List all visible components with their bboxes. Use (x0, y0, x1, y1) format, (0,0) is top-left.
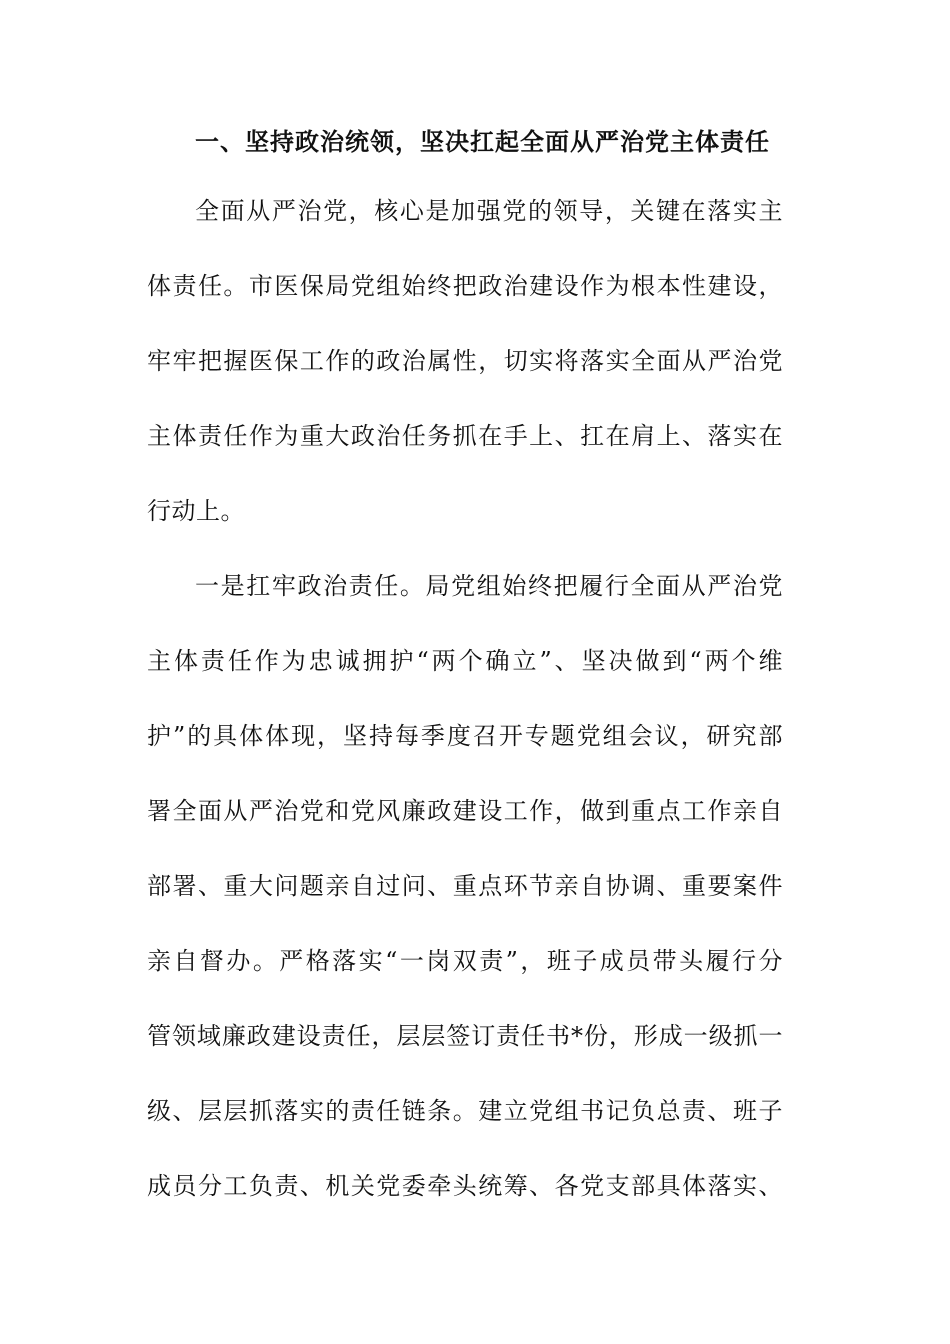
paragraph-2-line-8: 级、层层抓落实的责任链条。建立党组书记负总责、班子 (147, 1097, 783, 1125)
paragraph-2-line-3: 护”的具体体现，坚持每季度召开专题党组会议，研究部 (147, 722, 783, 750)
paragraph-2-line-1: 一是扛牢政治责任。局党组始终把履行全面从严治党 (195, 572, 783, 600)
section-heading: 一、坚持政治统领，坚决扛起全面从严治党主体责任 (195, 127, 770, 156)
paragraph-2-line-6: 亲自督办。严格落实“一岗双责”，班子成员带头履行分 (147, 947, 783, 975)
paragraph-1-line-1: 全面从严治党，核心是加强党的领导，关键在落实主 (195, 197, 783, 225)
paragraph-2-line-9: 成员分工负责、机关党委牵头统筹、各党支部具体落实、 (147, 1172, 783, 1200)
paragraph-1-line-3: 牢牢把握医保工作的政治属性，切实将落实全面从严治党 (147, 347, 783, 375)
paragraph-1-line-5: 行动上。 (147, 497, 245, 525)
paragraph-2-line-5: 部署、重大问题亲自过问、重点环节亲自协调、重要案件 (147, 872, 783, 900)
paragraph-2-line-2: 主体责任作为忠诚拥护“两个确立”、坚决做到“两个维 (147, 647, 783, 675)
paragraph-2-line-7: 管领域廉政建设责任，层层签订责任书*份，形成一级抓一 (147, 1022, 783, 1050)
paragraph-2-line-4: 署全面从严治党和党风廉政建设工作，做到重点工作亲自 (147, 797, 783, 825)
paragraph-1-line-2: 体责任。市医保局党组始终把政治建设作为根本性建设， (147, 272, 783, 300)
paragraph-1-line-4: 主体责任作为重大政治任务抓在手上、扛在肩上、落实在 (147, 422, 783, 450)
